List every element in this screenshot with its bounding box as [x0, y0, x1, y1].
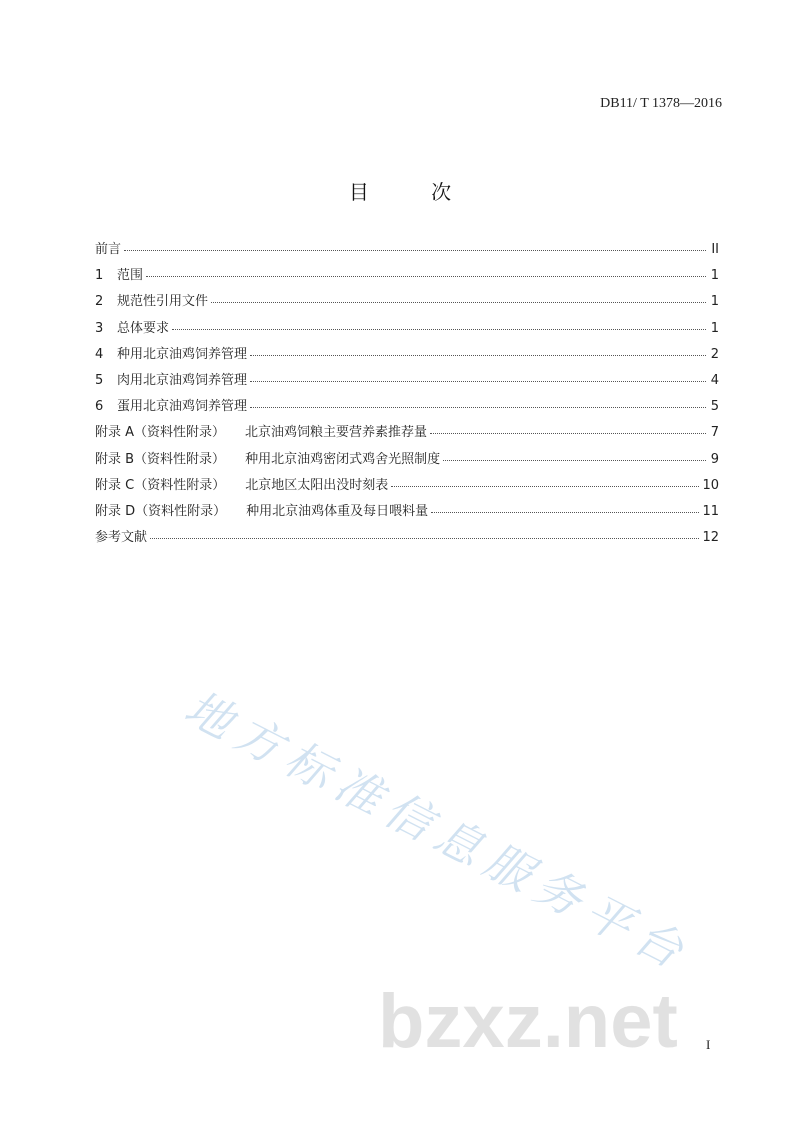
watermark-chinese: 地方标准信息服务平台 — [176, 680, 700, 983]
toc-entry-page: 9 — [710, 451, 719, 467]
toc-entry-number: 5 — [95, 372, 104, 388]
document-code: DB11/ T 1378—2016 — [600, 96, 722, 111]
toc-entry[interactable] — [95, 264, 719, 290]
toc-entry-leader-dots — [146, 276, 706, 277]
toc-entry[interactable] — [95, 500, 719, 526]
toc-entry-leader-dots — [211, 302, 706, 303]
toc-entry-number: 4 — [95, 346, 104, 362]
toc-entry-page: 12 — [702, 530, 719, 546]
toc-entry-label: 范围 — [117, 268, 144, 284]
toc-entry-leader-dots — [150, 538, 699, 539]
toc-entry-leader-dots — [172, 329, 706, 330]
toc-entry-label: 肉用北京油鸡饲养管理 — [117, 372, 248, 388]
toc-entry[interactable] — [95, 526, 719, 552]
toc-entry-label: 规范性引用文件 — [117, 294, 209, 310]
toc-entry-appendix-prefix: 附录 D（资料性附录） — [95, 503, 227, 519]
toc-entry-leader-dots — [250, 407, 706, 408]
toc-entry-number: 3 — [95, 320, 104, 336]
toc-entry-label: 参考文献 — [95, 530, 148, 546]
toc-entry[interactable] — [95, 395, 719, 421]
toc-entry-page: 5 — [710, 399, 719, 415]
toc-entry[interactable] — [95, 369, 719, 395]
toc-entry-leader-dots — [250, 381, 706, 382]
toc-entry-page: 1 — [710, 268, 719, 284]
toc-entry-leader-dots — [430, 433, 706, 434]
toc-entry-page: 11 — [702, 503, 719, 519]
toc-entry-label: 种用北京油鸡密闭式鸡舍光照制度 — [245, 451, 441, 467]
toc-entry-label: 种用北京油鸡饲养管理 — [117, 346, 248, 362]
toc-entry-number: 1 — [95, 268, 104, 284]
toc-title: 目 次 — [348, 180, 480, 204]
toc-entry-page: 4 — [710, 372, 719, 388]
toc-entry[interactable] — [95, 448, 719, 474]
toc-entry-appendix-prefix: 附录 B（资料性附录） — [95, 451, 226, 467]
toc-entry-appendix-prefix: 附录 A（资料性附录） — [95, 425, 226, 441]
toc-entry[interactable] — [95, 343, 719, 369]
toc-entry-page: II — [711, 242, 719, 257]
watermark-site: bzxz.net — [378, 979, 678, 1064]
toc-entry-leader-dots — [391, 486, 699, 487]
toc-entry-label: 蛋用北京油鸡饲养管理 — [117, 399, 248, 415]
toc-entry-page: 1 — [710, 294, 719, 310]
page-number: I — [706, 1037, 711, 1052]
toc-entry-page: 10 — [702, 477, 719, 493]
toc-entry-label: 总体要求 — [117, 320, 170, 336]
toc-entry-page: 1 — [710, 320, 719, 336]
toc-entry-leader-dots — [431, 512, 699, 513]
toc-entry-leader-dots — [250, 355, 706, 356]
toc-entry-number: 6 — [95, 399, 104, 415]
toc-entry-leader-dots — [124, 250, 706, 251]
toc-entry-appendix-prefix: 附录 C（资料性附录） — [95, 477, 226, 493]
toc-entry[interactable] — [95, 290, 719, 316]
toc-entry-label: 北京油鸡饲粮主要营养素推荐量 — [245, 425, 428, 441]
toc-entry[interactable] — [95, 317, 719, 343]
toc-entry-label: 种用北京油鸡体重及每日喂料量 — [246, 503, 429, 519]
toc-entry-page: 2 — [710, 346, 719, 362]
toc-entry-number: 2 — [95, 294, 104, 310]
toc-entry-page: 7 — [710, 425, 719, 441]
toc-entry[interactable] — [95, 238, 719, 264]
toc-entry-label: 北京地区太阳出没时刻表 — [245, 477, 389, 493]
toc-entry-leader-dots — [443, 460, 706, 461]
toc-entry[interactable] — [95, 474, 719, 500]
table-of-contents — [95, 238, 719, 552]
toc-entry-label: 前言 — [95, 242, 122, 257]
toc-entry[interactable] — [95, 421, 719, 447]
